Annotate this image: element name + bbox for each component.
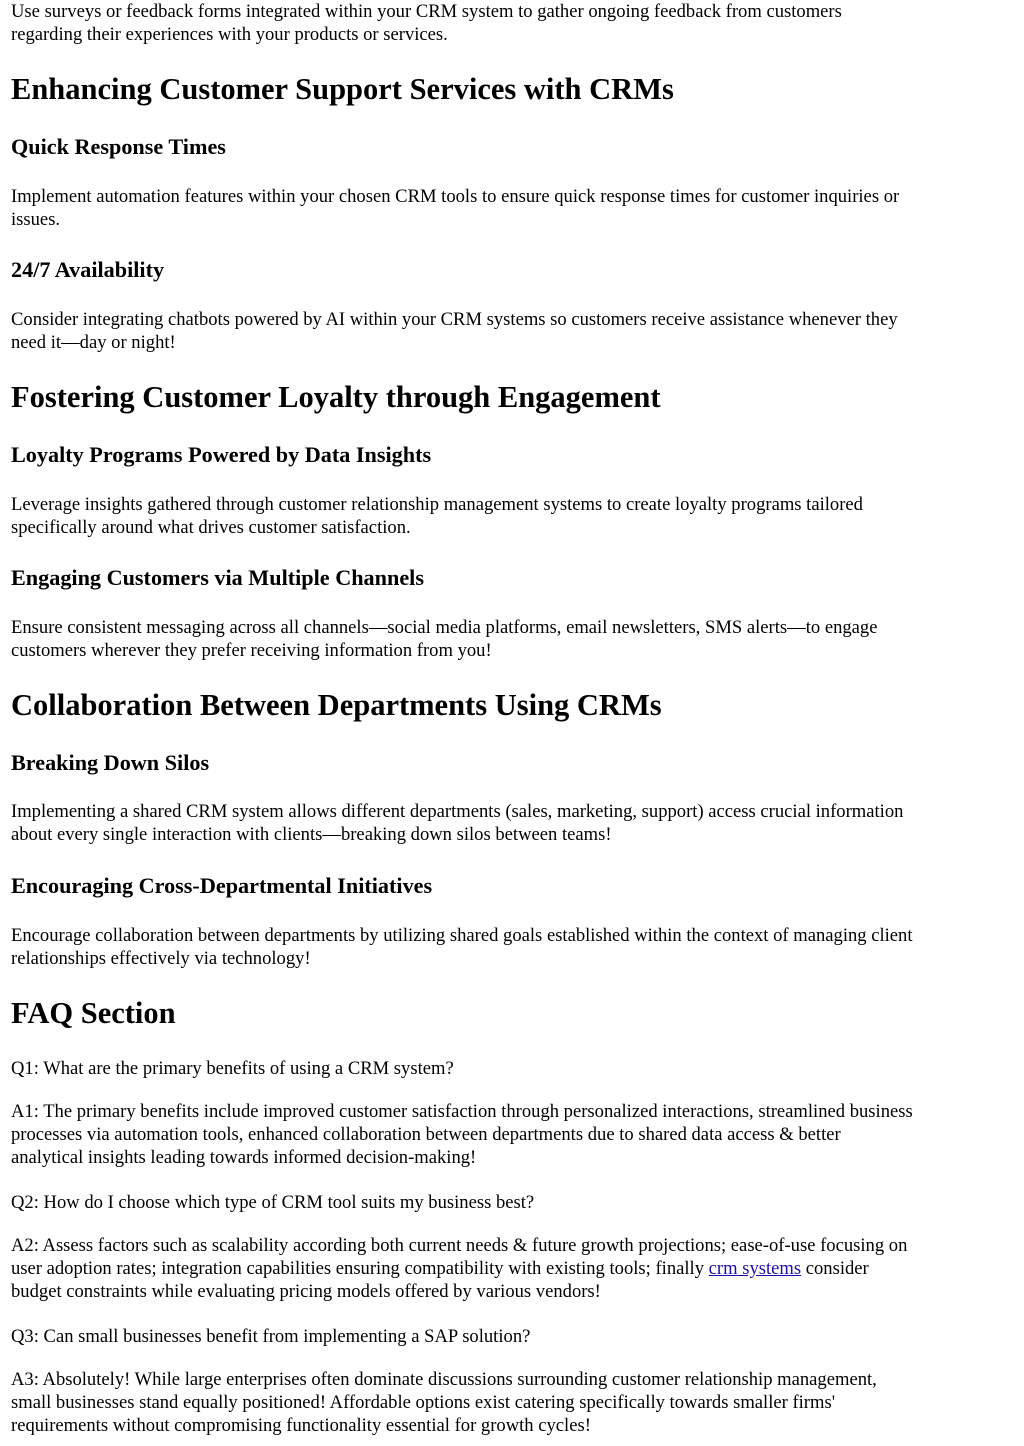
- faq-question-2: Q2: How do I choose which type of CRM tool suits my business best?: [11, 1192, 535, 1213]
- paragraph-line: about every single interaction with clients—breaking down silos between teams!: [11, 824, 612, 846]
- paragraph-line: Implementing a shared CRM system allows different departments (sales, marketing, support) access crucial information: [11, 801, 904, 822]
- answer-text: user adoption rates; integration capabilities ensuring compatibility with existing tools; finally: [11, 1258, 709, 1280]
- paragraph-line: specifically around what drives customer satisfaction.: [11, 517, 411, 539]
- paragraph-line: issues.: [11, 209, 61, 231]
- faq-answer-2: [11, 1234, 907, 1304]
- faq-question-1: Q1: What are the primary benefits of using a CRM system?: [11, 1058, 454, 1079]
- paragraph-breaking-silos: [11, 800, 903, 846]
- faq-answer-3: [11, 1368, 877, 1438]
- faq-question-3: Q3: Can small businesses benefit from implementing a SAP solution?: [11, 1326, 531, 1347]
- crm-systems-link[interactable]: crm systems: [708, 1258, 802, 1280]
- paragraph-line: analytical insights leading towards informed decision-making!: [11, 1147, 477, 1169]
- subheading-availability: 24/7 Availability: [11, 257, 165, 282]
- paragraph-line: Encourage collaboration between departments by utilizing shared goals established within the context of managing client: [11, 925, 913, 946]
- paragraph-cross-departmental: [11, 924, 913, 970]
- subheading-breaking-silos: Breaking Down Silos: [11, 750, 210, 775]
- paragraph-line: A1: The primary benefits include improved customer satisfaction through personalized interactions, streamlined business: [11, 1101, 913, 1122]
- answer-text: consider: [801, 1258, 869, 1280]
- subheading-quick-response: Quick Response Times: [11, 134, 226, 159]
- paragraph-line: budget constraints while evaluating pricing models offered by various vendors!: [11, 1281, 601, 1303]
- paragraph-quick-response: [11, 185, 899, 231]
- paragraph-loyalty-programs: [11, 493, 863, 539]
- subheading-loyalty-programs: Loyalty Programs Powered by Data Insights: [11, 442, 432, 467]
- intro-line-1: Use surveys or feedback forms integrated within your CRM system to gather ongoing feedback from customers: [11, 1, 842, 22]
- paragraph-line: relationships effectively via technology!: [11, 948, 311, 970]
- paragraph-availability: [11, 308, 898, 354]
- subheading-multiple-channels: Engaging Customers via Multiple Channels: [11, 565, 424, 590]
- section-heading-customer-support: Enhancing Customer Support Services with CRMs: [11, 72, 674, 106]
- paragraph-line: need it—day or night!: [11, 332, 176, 354]
- paragraph-line: A3: Absolutely! While large enterprises often dominate discussions surrounding customer relationship management,: [11, 1369, 877, 1390]
- section-heading-collaboration: Collaboration Between Departments Using CRMs: [11, 688, 662, 722]
- paragraph-line: A2: Assess factors such as scalability according both current needs & future growth projections; ease-of-use focusing on: [11, 1235, 908, 1256]
- paragraph-line: Consider integrating chatbots powered by AI within your CRM systems so customers receive assistance whenever they: [11, 309, 898, 330]
- paragraph-line: processes via automation tools, enhanced collaboration between departments due to shared data access & better: [11, 1124, 841, 1146]
- paragraph-line: Implement automation features within your chosen CRM tools to ensure quick response times for customer inquiries or: [11, 186, 900, 207]
- paragraph-multiple-channels: [11, 616, 877, 662]
- paragraph-line: customers wherever they prefer receiving information from you!: [11, 640, 492, 662]
- intro-line-2: regarding their experiences with your products or services.: [11, 24, 448, 46]
- paragraph-line: [11, 1257, 907, 1280]
- section-heading-customer-loyalty: Fostering Customer Loyalty through Engagement: [11, 380, 661, 414]
- paragraph-line: Leverage insights gathered through customer relationship management systems to create loyalty programs tailored: [11, 494, 863, 515]
- subheading-cross-departmental: Encouraging Cross-Departmental Initiatives: [11, 873, 433, 898]
- paragraph-line: requirements without compromising functionality essential for growth cycles!: [11, 1415, 591, 1437]
- faq-answer-1: [11, 1100, 913, 1170]
- paragraph-line: Ensure consistent messaging across all channels—social media platforms, email newsletters, SMS alerts—to engage: [11, 617, 878, 638]
- intro-paragraph: [11, 0, 842, 46]
- paragraph-line: small businesses stand equally positioned! Affordable options exist catering specifically towards smaller firms': [11, 1392, 836, 1414]
- faq-heading: FAQ Section: [11, 996, 176, 1030]
